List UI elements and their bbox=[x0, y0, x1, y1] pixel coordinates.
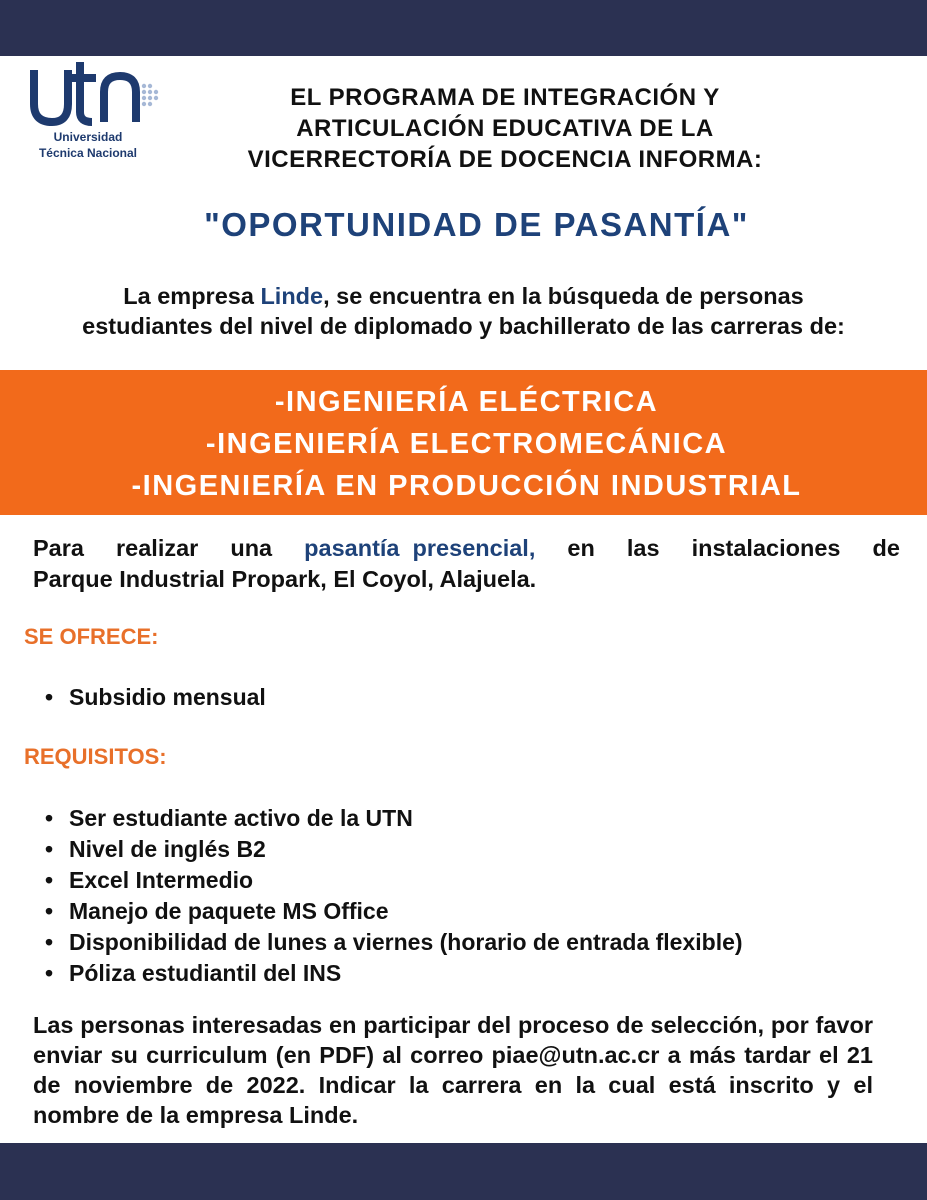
list-item: • Ser estudiante activo de la UTN bbox=[45, 803, 743, 834]
requirements-list bbox=[45, 803, 743, 989]
desc-word: en bbox=[567, 535, 595, 561]
list-item: • Subsidio mensual bbox=[45, 682, 266, 713]
list-item: • Manejo de paquete MS Office bbox=[45, 896, 743, 927]
intro-paragraph bbox=[0, 281, 927, 341]
header-line: EL PROGRAMA DE INTEGRACIÓN Y bbox=[290, 84, 720, 111]
company-name: Linde bbox=[260, 283, 324, 309]
desc-word: Para bbox=[33, 535, 84, 561]
intro-text: La empresa bbox=[123, 283, 261, 309]
header-announcement bbox=[180, 82, 830, 175]
logo-text-line1: Universidad bbox=[53, 130, 123, 144]
header-line: VICERRECTORÍA DE DOCENCIA INFORMA: bbox=[247, 146, 763, 173]
logo-text-line2: Técnica Nacional bbox=[38, 146, 138, 160]
closing-paragraph: Las personas interesadas en participar del proceso de selección, por favor enviar su curriculum (en PDF) al correo piae@utn.ac.cr a más tardar el 21 de noviembre de 2022. Indicar la carrera en la cual está inscrito y el nombre de la empresa Linde. bbox=[33, 1012, 873, 1128]
list-item: • Nivel de inglés B2 bbox=[45, 834, 743, 865]
utn-logo bbox=[28, 62, 168, 166]
list-item: • Excel Intermedio bbox=[45, 865, 743, 896]
desc-word: de bbox=[872, 535, 900, 561]
career-item: -INGENIERÍA ELÉCTRICA bbox=[274, 386, 659, 418]
header-line: ARTICULACIÓN EDUCATIVA DE LA bbox=[296, 115, 714, 142]
offer-heading: SE OFRECE: bbox=[24, 624, 159, 649]
intro-text: , se encuentra en la búsqueda de personas bbox=[323, 283, 804, 309]
requirements-heading: REQUISITOS: bbox=[24, 744, 167, 769]
bottom-banner-bar bbox=[0, 1143, 927, 1200]
internship-type: pasantía presencial, bbox=[304, 535, 536, 561]
intro-text-line2: estudiantes del nivel de diplomado y bachillerato de las carreras de: bbox=[82, 313, 845, 339]
top-banner-bar bbox=[0, 0, 927, 56]
career-item: -INGENIERÍA ELECTROMECÁNICA bbox=[205, 428, 728, 460]
list-item: • Póliza estudiantil del INS bbox=[45, 958, 743, 989]
list-item: • Disponibilidad de lunes a viernes (horario de entrada flexible) bbox=[45, 927, 743, 958]
desc-word: una bbox=[230, 535, 273, 561]
internship-description bbox=[33, 533, 900, 595]
desc-word: realizar bbox=[116, 535, 199, 561]
desc-word: las bbox=[626, 535, 660, 561]
desc-word: instalaciones bbox=[691, 535, 841, 561]
careers-list bbox=[0, 381, 927, 507]
page-title: "OPORTUNIDAD DE PASANTÍA" bbox=[204, 206, 749, 243]
utn-logo-mark bbox=[28, 62, 168, 132]
internship-location: Parque Industrial Propark, El Coyol, Alajuela. bbox=[33, 566, 537, 592]
career-item: -INGENIERÍA EN PRODUCCIÓN INDUSTRIAL bbox=[131, 470, 802, 502]
offer-list bbox=[45, 682, 266, 713]
